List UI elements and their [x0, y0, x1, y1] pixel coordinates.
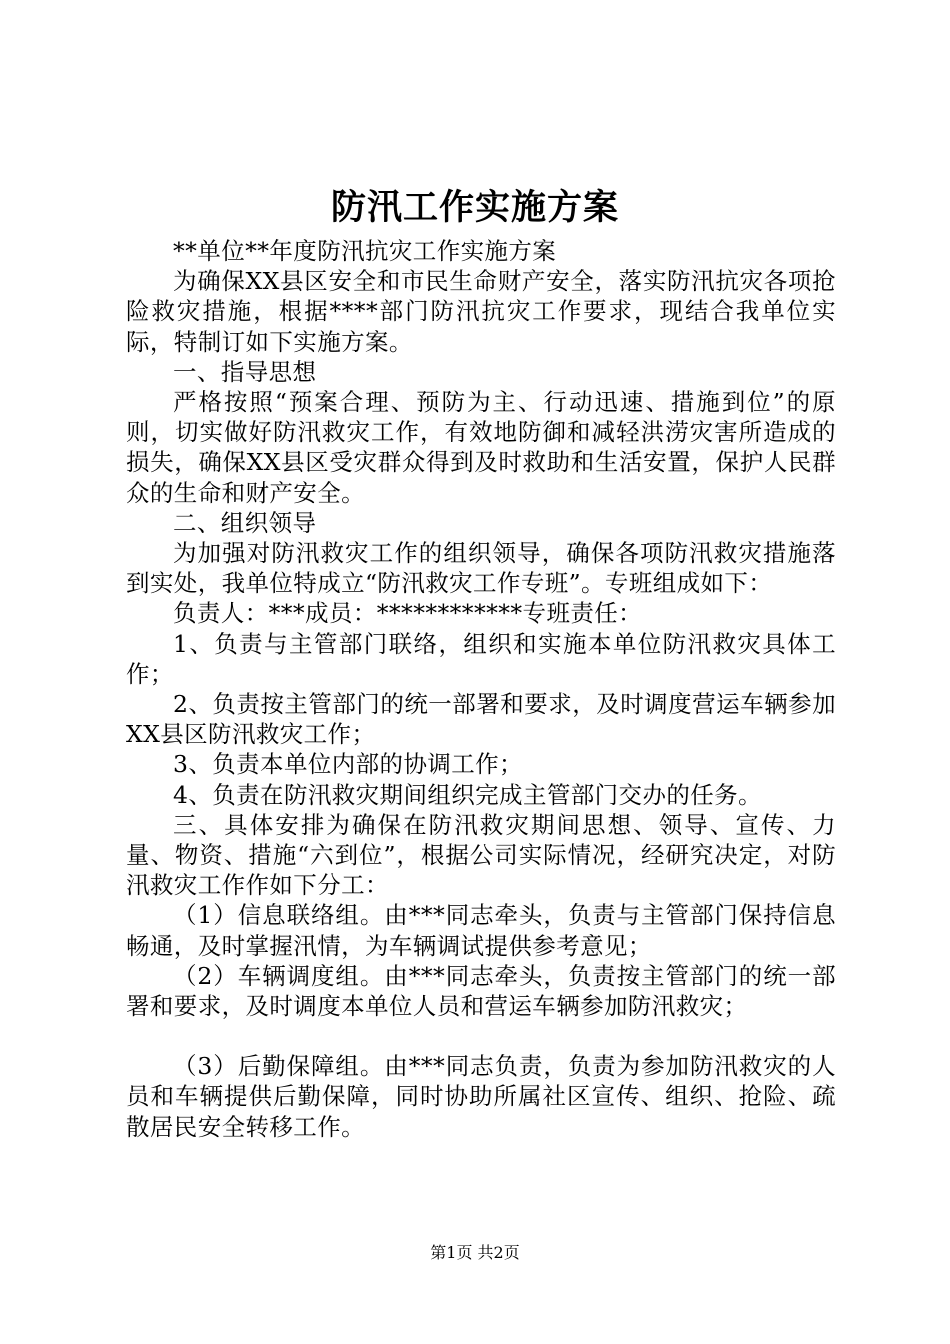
list-item-group-1: （1）信息联络组。由***同志牵头，负责与主管部门保持信息畅通，及时掌握汛情，为车辆调试提供参考意见； [126, 901, 836, 960]
document-body [126, 236, 836, 1142]
paragraph-organization: 为加强对防汛救灾工作的组织领导，确保各项防汛救灾措施落到实处，我单位特成立“防汛救灾工作专班”。专班组成如下： [126, 539, 836, 598]
paragraph-team-members: 负责人：***成员：************专班责任： [173, 599, 643, 628]
list-item-group-3: （3）后勤保障组。由***同志负责，负责为参加防汛救灾的人员和车辆提供后勤保障，同时协助所属社区宣传、组织、抢险、疏散居民安全转移工作。 [126, 1052, 836, 1141]
section-heading-arrangements: 三、具体安排为确保在防汛救灾期间思想、领导、宣传、力量、物资、措施“六到位”，根据公司实际情况，经研究决定，对防汛救灾工作作如下分工： [126, 810, 836, 900]
list-item-duty-3: 3、负责本单位内部的协调工作； [173, 750, 523, 779]
list-item-duty-1: 1、负责与主管部门联络，组织和实施本单位防汛救灾具体工作； [126, 629, 836, 688]
list-item-group-2: （2）车辆调度组。由***同志牵头，负责按主管部门的统一部署和要求，及时调度本单位人员和营运车辆参加防汛救灾； [126, 961, 836, 1021]
list-item-duty-4: 4、负责在防汛救灾期间组织完成主管部门交办的任务。 [173, 780, 762, 809]
paragraph-intro: 为确保XX县区安全和市民生命财产安全，落实防汛抗灾各项抢险救灾措施，根据****部门防汛抗灾工作要求，现结合我单位实际，特制订如下实施方案。 [126, 267, 836, 356]
paragraph-heading-line: **单位**年度防汛抗灾工作实施方案 [173, 237, 557, 265]
list-item-duty-2: 2、负责按主管部门的统一部署和要求，及时调度营运车辆参加XX县区防汛救灾工作； [126, 690, 836, 749]
document-title: 防汛工作实施方案 [330, 187, 619, 228]
section-heading-organization: 二、组织领导 [173, 508, 317, 537]
section-heading-guiding-thought: 一、指导思想 [173, 357, 317, 386]
page-number-footer: 第1页 共2页 [430, 1243, 520, 1262]
paragraph-principles: 严格按照“预案合理、预防为主、行动迅速、措施到位”的原则，切实做好防汛救灾工作，有效地防御和减轻洪涝灾害所造成的损失，确保XX县区受灾群众得到及时救助和生活安置，保护人民群众的生命和财产安全。 [126, 388, 836, 507]
